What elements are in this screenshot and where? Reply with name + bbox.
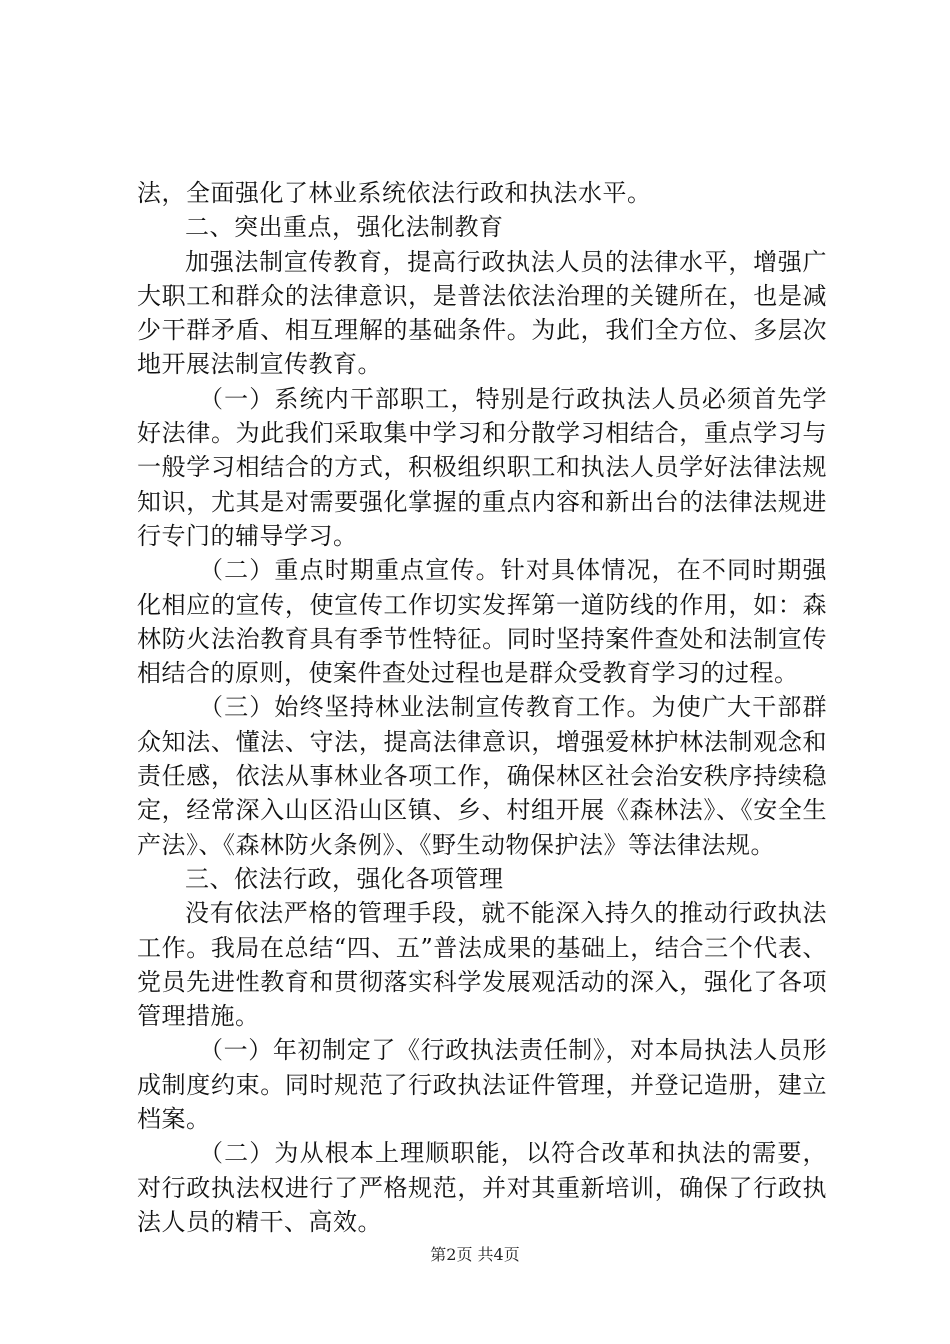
- paragraph-item-1: （一）系统内干部职工，特别是行政执法人员必须首先学好法律。为此我们采取集中学习和分散学习相结合，重点学习与一般学习相结合的方式，积极组织职工和执法人员学好法律法规知识，尤其是对需要强化掌握的重点内容和新出台的法律法规进行专门的辅导学习。: [137, 384, 827, 550]
- page-footer: [0, 1244, 950, 1266]
- paragraph-mgmt-item-1: （一）年初制定了《行政执法责任制》，对本局执法人员形成制度约束。同时规范了行政执法证件管理，并登记造册，建立档案。: [137, 1036, 827, 1134]
- paragraph-item-3: （三）始终坚持林业法制宣传教育工作。为使广大干部群众知法、懂法、守法，提高法律意识，增强爱林护林法制观念和责任感，依法从事林业各项工作，确保林区社会治安秩序持续稳定，经常深入山区沿山区镇、乡、村组开展《森林法》、《安全生产法》、《森林防火条例》、《野生动物保护法》等法律法规。: [137, 693, 827, 859]
- page-number: 第2页 共4页: [430, 1245, 520, 1264]
- document-body: [137, 176, 827, 1239]
- section-heading-2: 二、突出重点，强化法制教育: [185, 213, 504, 242]
- paragraph-item-2: （二）重点时期重点宣传。针对具体情况，在不同时期强化相应的宣传，使宣传工作切实发挥第一道防线的作用，如：森林防火法治教育具有季节性特征。同时坚持案件查处和法制宣传相结合的原则，使案件查处过程也是群众受教育学习的过程。: [137, 556, 827, 688]
- section-heading-3: 三、依法行政，强化各项管理: [185, 864, 504, 893]
- paragraph-management: 没有依法严格的管理手段，就不能深入持久的推动行政执法工作。我局在总结“四、五”普法成果的基础上，结合三个代表、党员先进性教育和贯彻落实科学发展观活动的深入，强化了各项管理措施。: [137, 899, 827, 1031]
- paragraph-continuation: 法，全面强化了林业系统依法行政和执法水平。: [137, 179, 652, 207]
- paragraph-legal-education: 加强法制宣传教育，提高行政执法人员的法律水平，增强广大职工和群众的法律意识，是普法依法治理的关键所在，也是减少干群矛盾、相互理解的基础条件。为此，我们全方位、多层次地开展法制宣传教育。: [137, 247, 827, 379]
- paragraph-mgmt-item-2: （二）为从根本上理顺职能，以符合改革和执法的需要，对行政执法权进行了严格规范，并对其重新培训，确保了行政执法人员的精干、高效。: [137, 1139, 827, 1236]
